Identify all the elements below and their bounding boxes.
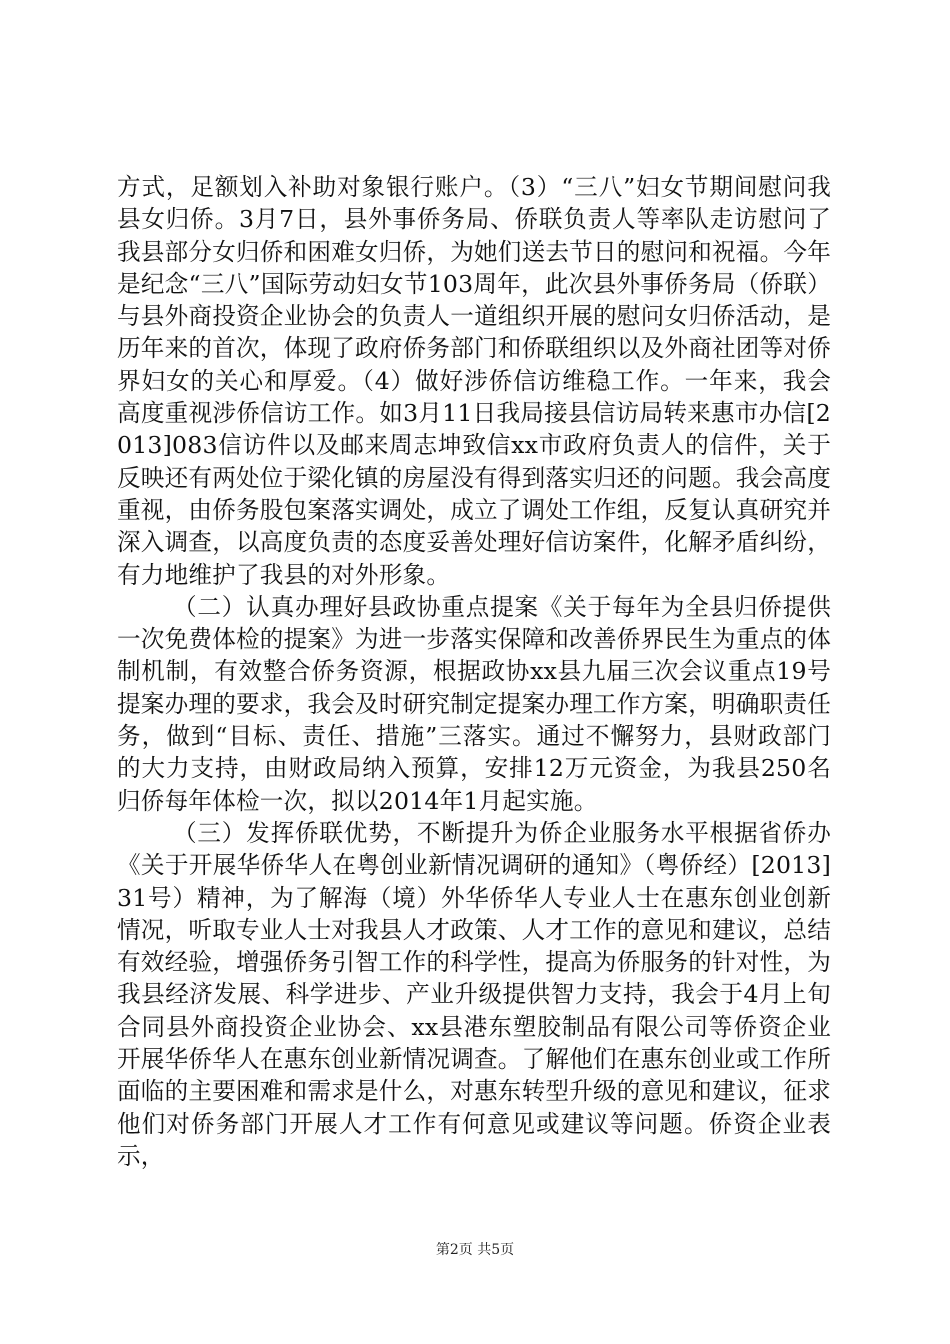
document-body	[117, 171, 831, 1172]
page-footer: 第2页 共5页	[435, 1242, 515, 1258]
paragraph-3: （三）发挥侨联优势，不断提升为侨企业服务水平根据省侨办《关于开展华侨华人在粤创业新情况调研的通知》（粤侨经）[2013]31号）精神，为了解海（境）外华侨华人专业人士在惠东创业创新情况，听取专业人士对我县人才政策、人才工作的意见和建议，总结有效经验，增强侨务引智工作的科学性，提高为侨服务的针对性，为我县经济发展、科学进步、产业升级提供智力支持，我会于4月上旬合同县外商投资企业协会、xx县港东塑胶制品有限公司等侨资企业开展华侨华人在惠东创业新情况调查。了解他们在惠东创业或工作所面临的主要困难和需求是什么，对惠东转型升级的意见和建议，征求他们对侨务部门开展人才工作有何意见或建议等问题。侨资企业表示，	[117, 818, 831, 1170]
paragraph-2: （二）认真办理好县政协重点提案《关于每年为全县归侨提供一次免费体检的提案》为进一步落实保障和改善侨界民生为重点的体制机制，有效整合侨务资源，根据政协xx县九届三次会议重点19号提案办理的要求，我会及时研究制定提案办理工作方案，明确职责任务，做到“目标、责任、措施”三落实。通过不懈努力，县财政部门的大力支持，由财政局纳入预算，安排12万元资金，为我县250名归侨每年体检一次，拟以2014年1月起实施。	[117, 592, 831, 815]
paragraph-1: 方式，足额划入补助对象银行账户。（3）“三八”妇女节期间慰问我县女归侨。3月7日，县外事侨务局、侨联负责人等率队走访慰问了我县部分女归侨和困难女归侨，为她们送去节日的慰问和祝福。今年是纪念“三八”国际劳动妇女节103周年，此次县外事侨务局（侨联）与县外商投资企业协会的负责人一道组织开展的慰问女归侨活动，是历年来的首次，体现了政府侨务部门和侨联组织以及外商社团等对侨界妇女的关心和厚爱。（4）做好涉侨信访维稳工作。一年来，我会高度重视涉侨信访工作。如3月11日我局接县信访局转来惠市办信[2013]083信访件以及邮来周志坤致信xx市政府负责人的信件，关于反映还有两处位于梁化镇的房屋没有得到落实归还的问题。我会高度重视，由侨务股包案落实调处，成立了调处工作组，反复认真研究并深入调查，以高度负责的态度妥善处理好信访案件，化解矛盾纠纷，有力地维护了我县的对外形象。	[117, 173, 831, 589]
